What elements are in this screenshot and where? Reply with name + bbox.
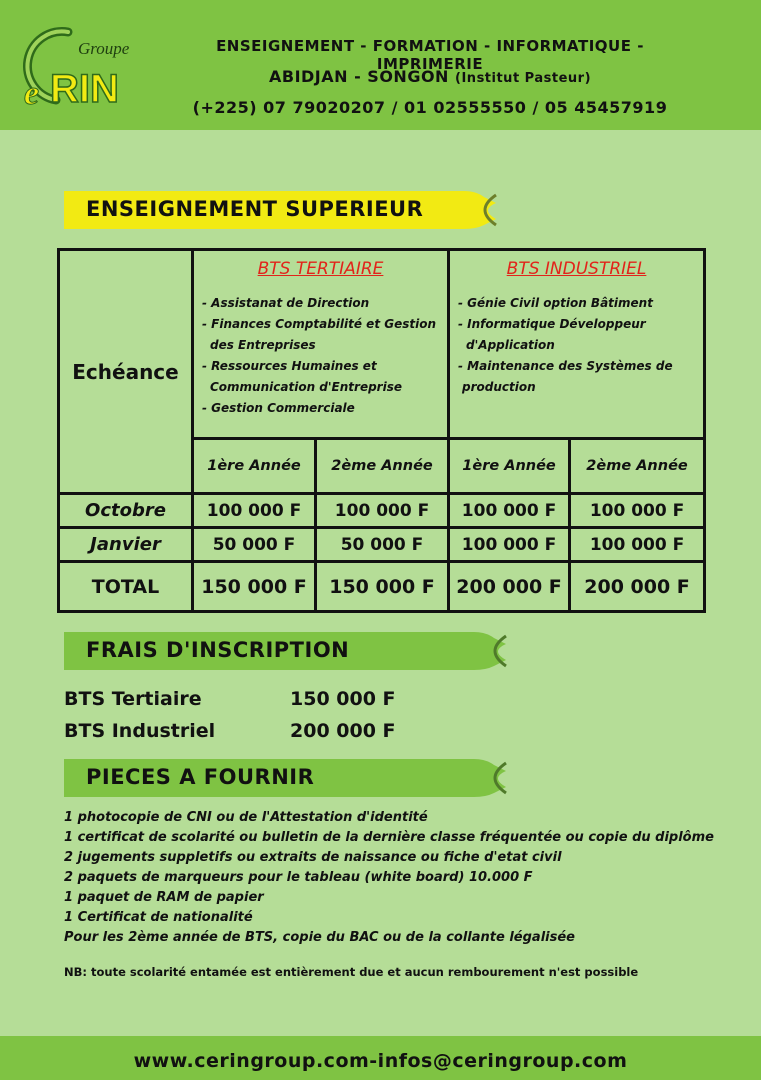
list-item: - Ressources Humaines et — [202, 359, 377, 373]
total-label: TOTAL — [59, 562, 193, 612]
list-item: Communication d'Entreprise — [210, 380, 402, 394]
list-item: d'Application — [466, 338, 555, 352]
bts-tertiaire-list — [202, 293, 441, 419]
bts-tertiaire-cell — [193, 250, 449, 439]
list-item: - Gestion Commerciale — [202, 401, 355, 415]
amount-cell: 100 000 F — [570, 494, 705, 528]
svg-text:Groupe: Groupe — [78, 39, 130, 58]
inscription-label: BTS Industriel — [64, 720, 216, 742]
section-title-frais: FRAIS D'INSCRIPTION — [86, 638, 350, 662]
year-header: 1ère Année — [449, 439, 570, 494]
row-label-janvier: Janvier — [59, 528, 193, 562]
list-item: 1 certificat de scolarité ou bulletin de la dernière classe fréquentée ou copie du diplôme — [64, 830, 714, 845]
list-item: - Maintenance des Systèmes de — [458, 359, 673, 373]
banner-pieces-a-fournir — [64, 757, 514, 799]
row-label-octobre: Octobre — [59, 494, 193, 528]
table-row — [59, 494, 705, 528]
year-header: 2ème Année — [570, 439, 705, 494]
year-header: 1ère Année — [193, 439, 316, 494]
amount-cell: 50 000 F — [193, 528, 316, 562]
banner-enseignement-superieur — [64, 189, 504, 231]
section-title-pieces: PIECES A FOURNIR — [86, 765, 315, 789]
inscription-label: BTS Tertiaire — [64, 688, 202, 710]
list-item: 1 photocopie de CNI ou de l'Attestation d'identité — [64, 810, 428, 825]
list-item: des Entreprises — [210, 338, 316, 352]
header-services: ENSEIGNEMENT - FORMATION - INFORMATIQUE - IMPRIMERIE — [216, 37, 644, 73]
bts-industriel-cell — [449, 250, 705, 439]
list-item: 2 jugements suppletifs ou extraits de naissance ou fiche d'etat civil — [64, 850, 562, 865]
total-amount: 150 000 F — [316, 562, 449, 612]
list-item: - Assistanat de Direction — [202, 296, 370, 310]
svg-text:RIN: RIN — [50, 67, 119, 111]
total-amount: 200 000 F — [570, 562, 705, 612]
header-band — [0, 0, 761, 130]
list-item: - Génie Civil option Bâtiment — [458, 296, 653, 310]
banner-frais-inscription — [64, 630, 514, 672]
bts-industriel-list — [458, 293, 697, 398]
inscription-row — [64, 720, 396, 742]
bts-industriel-title: BTS INDUSTRIEL — [506, 259, 647, 279]
documents-list — [64, 808, 714, 948]
section-title-enseignement: ENSEIGNEMENT SUPERIEUR — [86, 197, 424, 221]
amount-cell: 100 000 F — [449, 494, 570, 528]
footer-contact: www.ceringroup.com-infos@ceringroup.com — [133, 1050, 628, 1072]
amount-cell: 100 000 F — [316, 494, 449, 528]
list-item: production — [462, 380, 536, 394]
amount-cell: 50 000 F — [316, 528, 449, 562]
total-amount: 200 000 F — [449, 562, 570, 612]
nb-note: NB: toute scolarité entamée est entièrement due et aucun rembourement n'est possible — [64, 965, 639, 979]
list-item: - Finances Comptabilité et Gestion — [202, 317, 437, 331]
inscription-amount: 200 000 F — [290, 720, 396, 742]
amount-cell: 100 000 F — [193, 494, 316, 528]
fees-table — [57, 248, 706, 613]
svg-text:e: e — [24, 75, 40, 112]
amount-cell: 100 000 F — [570, 528, 705, 562]
list-item: - Informatique Développeur — [458, 317, 646, 331]
list-item: 1 Certificat de nationalité — [64, 910, 253, 925]
footer-band — [0, 1036, 761, 1080]
header-city: ABIDJAN - SONGON — [268, 67, 449, 86]
inscription-amount: 150 000 F — [290, 688, 396, 710]
list-item: Pour les 2ème année de BTS, copie du BAC ou de la collante légalisée — [64, 930, 575, 945]
table-row — [59, 528, 705, 562]
bts-tertiaire-title: BTS TERTIAIRE — [257, 259, 384, 279]
cerin-logo — [10, 18, 150, 113]
year-header: 2ème Année — [316, 439, 449, 494]
header-location — [162, 67, 698, 86]
amount-cell: 100 000 F — [449, 528, 570, 562]
total-amount: 150 000 F — [193, 562, 316, 612]
inscription-row — [64, 688, 396, 710]
list-item: 1 paquet de RAM de papier — [64, 890, 264, 905]
header-phones: (+225) 07 79020207 / 01 02555550 / 05 45457919 — [192, 98, 668, 117]
echeance-header: Echéance — [59, 250, 193, 494]
list-item: 2 paquets de marqueurs pour le tableau (white board) 10.000 F — [64, 870, 533, 885]
header-landmark: (Institut Pasteur) — [455, 71, 592, 86]
total-row — [59, 562, 705, 612]
